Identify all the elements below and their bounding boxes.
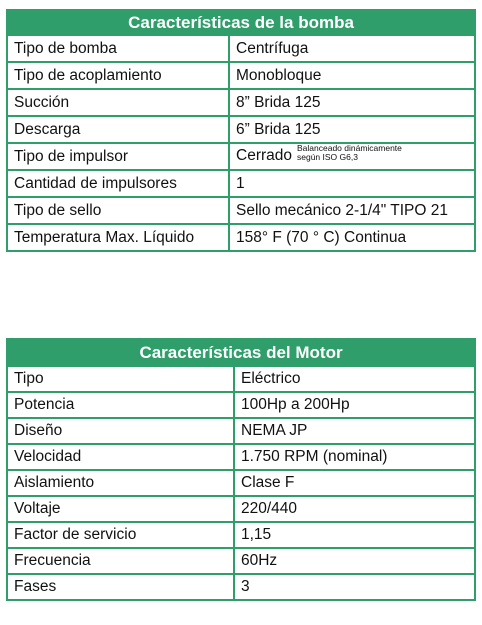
table-row xyxy=(7,224,475,251)
row-value: 1,15 xyxy=(234,522,475,548)
row-value: Eléctrico xyxy=(234,366,475,392)
row-label: Tipo de impulsor xyxy=(7,143,229,170)
impeller-balance-note xyxy=(297,144,402,162)
row-value: Sello mecánico 2-1/4" TIPO 21 xyxy=(229,197,475,224)
table-row xyxy=(7,62,475,89)
row-value: 8” Brida 125 xyxy=(229,89,475,116)
row-label: Descarga xyxy=(7,116,229,143)
row-label: Cantidad de impulsores xyxy=(7,170,229,197)
row-value: 3 xyxy=(234,574,475,600)
row-label: Tipo de sello xyxy=(7,197,229,224)
row-value: 1.750 RPM (nominal) xyxy=(234,444,475,470)
table-row xyxy=(7,89,475,116)
row-value: 100Hp a 200Hp xyxy=(234,392,475,418)
table-row xyxy=(7,197,475,224)
table-row xyxy=(7,574,475,600)
pump-characteristics-table xyxy=(6,9,476,252)
table-row xyxy=(7,170,475,197)
table-row xyxy=(7,143,475,170)
row-value: 60Hz xyxy=(234,548,475,574)
row-value: 220/440 xyxy=(234,496,475,522)
note-line-2: según ISO G6,3 xyxy=(297,152,358,163)
table-row xyxy=(7,444,475,470)
row-label: Voltaje xyxy=(7,496,234,522)
pump-table-title: Características de la bomba xyxy=(7,10,475,35)
table-row xyxy=(7,496,475,522)
table-row xyxy=(7,116,475,143)
motor-table-title: Características del Motor xyxy=(7,339,475,366)
row-label: Tipo xyxy=(7,366,234,392)
row-label: Factor de servicio xyxy=(7,522,234,548)
row-label: Potencia xyxy=(7,392,234,418)
row-label: Velocidad xyxy=(7,444,234,470)
row-label: Frecuencia xyxy=(7,548,234,574)
table-row xyxy=(7,522,475,548)
table-row xyxy=(7,366,475,392)
row-label: Tipo de bomba xyxy=(7,35,229,62)
table-row xyxy=(7,548,475,574)
row-label: Temperatura Max. Líquido xyxy=(7,224,229,251)
row-value-with-note xyxy=(229,143,475,170)
table-row xyxy=(7,35,475,62)
row-label: Tipo de acoplamiento xyxy=(7,62,229,89)
table-row xyxy=(7,418,475,444)
row-label: Fases xyxy=(7,574,234,600)
table-row xyxy=(7,470,475,496)
motor-characteristics-table xyxy=(6,338,476,601)
motor-table-header-row xyxy=(7,339,475,366)
row-value: 158° F (70 ° C) Continua xyxy=(229,224,475,251)
note-line-1: Balanceado dinámicamente xyxy=(297,143,402,154)
row-label: Aislamiento xyxy=(7,470,234,496)
row-value: Clase F xyxy=(234,470,475,496)
pump-table-header-row xyxy=(7,10,475,35)
row-value: Centrífuga xyxy=(229,35,475,62)
row-value: Cerrado xyxy=(236,147,292,165)
row-value: Monobloque xyxy=(229,62,475,89)
row-value: 1 xyxy=(229,170,475,197)
row-value: 6” Brida 125 xyxy=(229,116,475,143)
row-label: Diseño xyxy=(7,418,234,444)
table-row xyxy=(7,392,475,418)
row-value: NEMA JP xyxy=(234,418,475,444)
row-label: Succión xyxy=(7,89,229,116)
